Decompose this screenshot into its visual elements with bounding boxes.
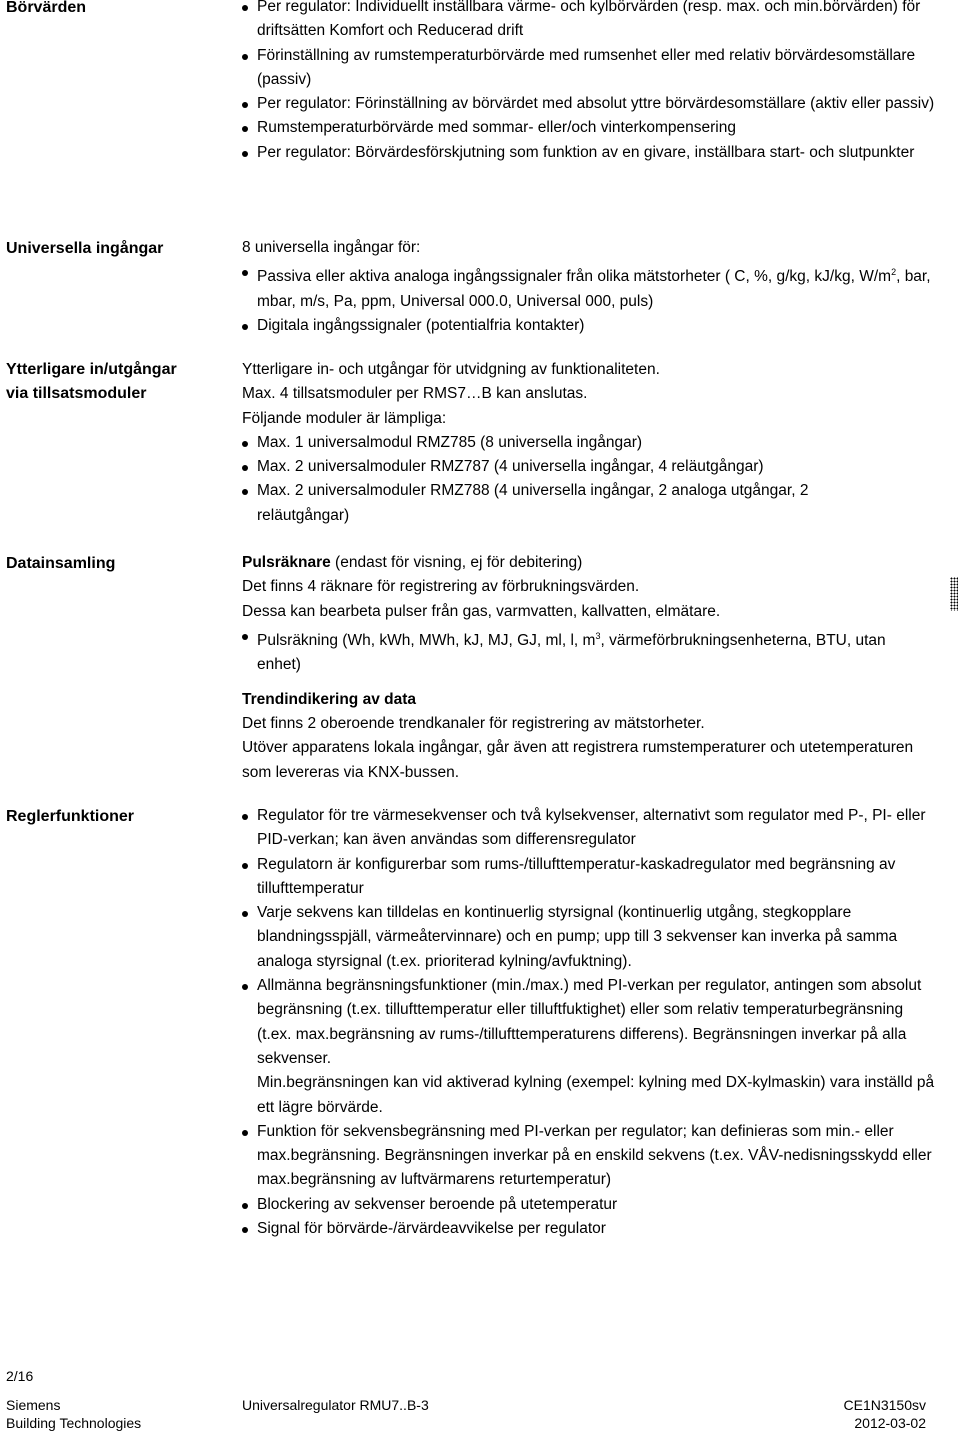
text-line: Dessa kan bearbeta pulser från gas, varmvatten, kallvatten, elmätare.	[242, 602, 721, 620]
list-item: Funktion för sekvensbegränsning med PI-verkan per regulator; kan definieras som min.- eller max.begränsning. Begränsningen inverkar på en enskild sekvens (t.ex. VÅV-nedisningsskydd eller max.begränsning av luftvärmarens returtemperatur)	[242, 1120, 940, 1193]
section-borvarden	[242, 0, 940, 165]
list-item: Digitala ingångssignaler (potentialfria kontakter)	[242, 314, 940, 338]
section-label-datainsamling: Datainsamling	[6, 555, 116, 572]
trend-heading: Trendindikering av data	[242, 690, 416, 708]
universella-list	[242, 260, 940, 338]
list-item: Max. 2 universalmoduler RMZ788 (4 universella ingångar, 2 analoga utgångar, 2 reläutgångar)	[242, 479, 940, 528]
section-regler	[242, 804, 940, 1241]
pulsraknare-heading-line	[242, 551, 940, 575]
universella-intro: 8 universella ingångar för:	[242, 239, 421, 256]
superscript: 2	[891, 267, 897, 278]
item-text: Pulsräkning (Wh, kWh, MWh, kJ, MJ, GJ, ml, l, m	[257, 632, 596, 650]
text-line: Utöver apparatens lokala ingångar, går även att registrera rumstemperaturer och utetemperaturen som levereras via KNX-bussen.	[242, 739, 914, 781]
text-line: Det finns 4 räknare för registrering av förbrukningsvärden.	[242, 578, 640, 596]
list-item: Per regulator: Börvärdesförskjutning som funktion av en givare, inställbara start- och slutpunkter	[242, 141, 940, 165]
text-line: Det finns 2 oberoende trendkanaler för registrering av mätstorheter.	[242, 714, 705, 732]
list-item: Varje sekvens kan tilldelas en kontinuerlig styrsignal (kontinuerlig utgång, stegkopplare blandningsspjäll, värmeåtervinnare) och en pump; upp till 3 sekvenser kan inverka på samma analoga styrsignal (t.ex. prioriterad kylning/avfuktning).	[242, 901, 940, 974]
regler-list	[242, 804, 940, 1241]
modules-list	[242, 431, 940, 528]
label-line: Ytterligare in/utgångar	[6, 361, 177, 378]
item-text: , värmeförbrukningsenheterna, BTU, utan enhet)	[257, 632, 886, 674]
footer-division: Building Technologies	[6, 1415, 142, 1431]
section-universella	[242, 236, 940, 338]
section-label-regler: Reglerfunktioner	[6, 808, 135, 825]
list-item: Max. 1 universalmodul RMZ785 (8 universella ingångar)	[242, 431, 940, 455]
footer-company: Siemens	[6, 1397, 61, 1413]
section-ytterligare	[242, 358, 940, 528]
list-item: Rumstemperaturbörvärde med sommar- eller/och vinterkompensering	[242, 116, 940, 140]
puls-list	[242, 624, 940, 678]
superscript: 3	[595, 630, 601, 641]
item-text: , bar, mbar, m/s, Pa, ppm, Universal 000.0, Universal 000, puls)	[257, 268, 931, 310]
page-number: 2/16	[6, 1368, 34, 1384]
footer-doc-id: CE1N3150sv	[843, 1397, 926, 1413]
item-text: Passiva eller aktiva analoga ingångssignaler från olika mätstorheter ( C, %, g/kg, kJ/kg, W/m	[257, 268, 892, 286]
borvarden-list	[242, 0, 940, 165]
item-subtext: Min.begränsningen kan vid aktiverad kylning (exempel: kylning med DX-kylmaskin) vara inställd på ett lägre börvärde.	[257, 1074, 935, 1116]
list-item: Förinställning av rumstemperaturbörvärde med rumsenhet eller med relativ börvärdesomställare (passiv)	[242, 44, 940, 93]
footer-date: 2012-03-02	[854, 1415, 926, 1431]
pulsraknare-note: (endast för visning, ej för debitering)	[330, 554, 583, 571]
list-item	[242, 974, 940, 1120]
section-label-borvarden: Börvärden	[6, 0, 87, 16]
list-item	[242, 260, 940, 314]
footer-product: Universalregulator RMU7..B-3	[242, 1397, 429, 1413]
item-text: Allmänna begränsningsfunktioner (min./max.) med PI-verkan per regulator, antingen som absolut begränsning (t.ex. tillufttemperatur eller tilluftfuktighet) eller som relativ temperaturbegränsning (t.ex. max.begränsning av rums-/tillufttemperaturens differens). Begränsningen inverkar på alla sekvenser.	[257, 977, 922, 1067]
list-item: Max. 2 universalmoduler RMZ787 (4 universella ingångar, 4 reläutgångar)	[242, 455, 940, 479]
list-item: Signal för börvärde-/ärvärdeavvikelse per regulator	[242, 1217, 940, 1241]
section-datainsamling	[242, 551, 940, 785]
list-item: Regulator för tre värmesekvenser och två kylsekvenser, alternativt som regulator med P-, PI- eller PID-verkan; kan även användas som differensregulator	[242, 804, 940, 853]
list-item: Per regulator: Förinställning av börvärdet med absolut yttre börvärdesomställare (aktiv eller passiv)	[242, 92, 940, 116]
pulsraknare-heading: Pulsräknare	[242, 554, 331, 571]
list-item: Regulatorn är konfigurerbar som rums-/tillufttemperatur-kaskadregulator med begränsning av tillufttemperatur	[242, 853, 940, 902]
label-line: via tillsatsmoduler	[6, 385, 147, 402]
list-item: Per regulator: Individuellt inställbara värme- och kylbörvärden (resp. max. och min.börvärden) för driftsätten Komfort och Reducerad drift	[242, 0, 940, 44]
section-label-ytterligare	[6, 358, 226, 406]
text-line: Följande moduler är lämpliga:	[242, 409, 447, 427]
list-item	[242, 624, 940, 678]
section-label-universella: Universella ingångar	[6, 240, 164, 257]
list-item: Blockering av sekvenser beroende på utetemperatur	[242, 1193, 940, 1217]
text-line: Max. 4 tillsatsmoduler per RMS7…B kan anslutas.	[242, 385, 588, 403]
text-line: Ytterligare in- och utgångar för utvidgning av funktionaliteten.	[242, 361, 660, 378]
margin-dots	[950, 577, 958, 611]
